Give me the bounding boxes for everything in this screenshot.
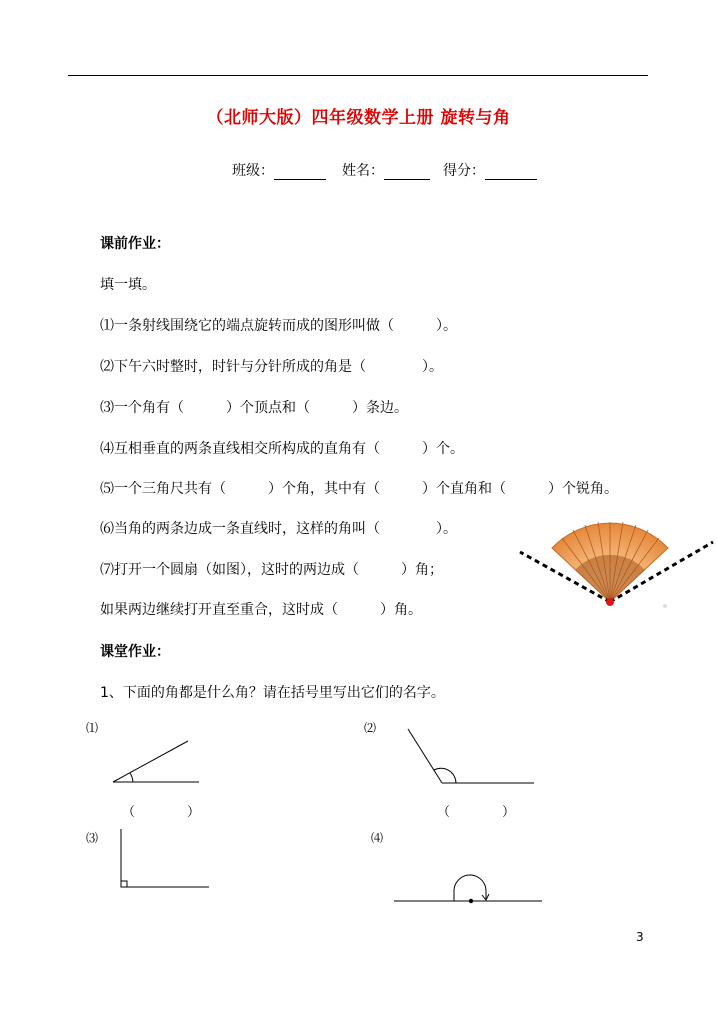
name-blank[interactable] [384, 165, 430, 180]
right-angle-figure [115, 826, 215, 891]
page-number: 3 [636, 930, 644, 944]
question-2: ⑵下午六时整时，时针与分针所成的角是（ ）。 [100, 359, 443, 375]
name-label: 姓名： [342, 163, 384, 179]
score-blank[interactable] [485, 165, 537, 180]
fill-intro: 填一填。 [100, 277, 156, 293]
figure-1-label: ⑴ [86, 721, 99, 735]
score-label: 得分： [443, 163, 485, 179]
score-field [443, 160, 537, 180]
class-label: 班级： [232, 163, 274, 179]
section-pre-class: 课前作业： [100, 236, 170, 252]
question-6: ⑹当角的两条边成一条直线时，这样的角叫（ ）。 [100, 521, 457, 537]
question-5: ⑸一个三角尺共有（ ）个角，其中有（ ）个直角和（ ）个锐角。 [100, 481, 618, 497]
obtuse-angle-figure [405, 726, 540, 791]
question-7a: ⑺打开一个圆扇（如图），这时的两边成（ ）角； [100, 562, 443, 578]
page-title: （北师大版）四年级数学上册 旋转与角 [206, 108, 511, 128]
section-in-class: 课堂作业： [100, 644, 170, 660]
figure-3-label: ⑶ [86, 831, 99, 845]
name-field [342, 160, 430, 180]
question-3: ⑶一个角有（ ）个顶点和（ ）条边。 [100, 400, 408, 416]
question-1: ⑴一条射线围绕它的端点旋转而成的图形叫做（ ）。 [100, 318, 457, 334]
figure-4-label: ⑷ [371, 831, 384, 845]
class-field [232, 160, 326, 180]
figure-2-label: ⑵ [364, 721, 377, 735]
straight-angle-figure [392, 865, 544, 907]
figure-1-answer[interactable]: （ ） [122, 805, 201, 820]
task-1: 1、下面的角都是什么角？请在括号里写出它们的名字。 [100, 685, 445, 701]
question-7b: 如果两边继续打开直至重合，这时成（ ）角。 [100, 602, 422, 618]
question-4: ⑷互相垂直的两条直线相交所构成的直角有（ ）个。 [100, 441, 464, 457]
figure-2-answer[interactable]: （ ） [437, 805, 516, 820]
fan-illustration [515, 510, 715, 610]
header-rule [68, 75, 648, 76]
acute-angle-figure [110, 738, 205, 788]
class-blank[interactable] [274, 165, 326, 180]
